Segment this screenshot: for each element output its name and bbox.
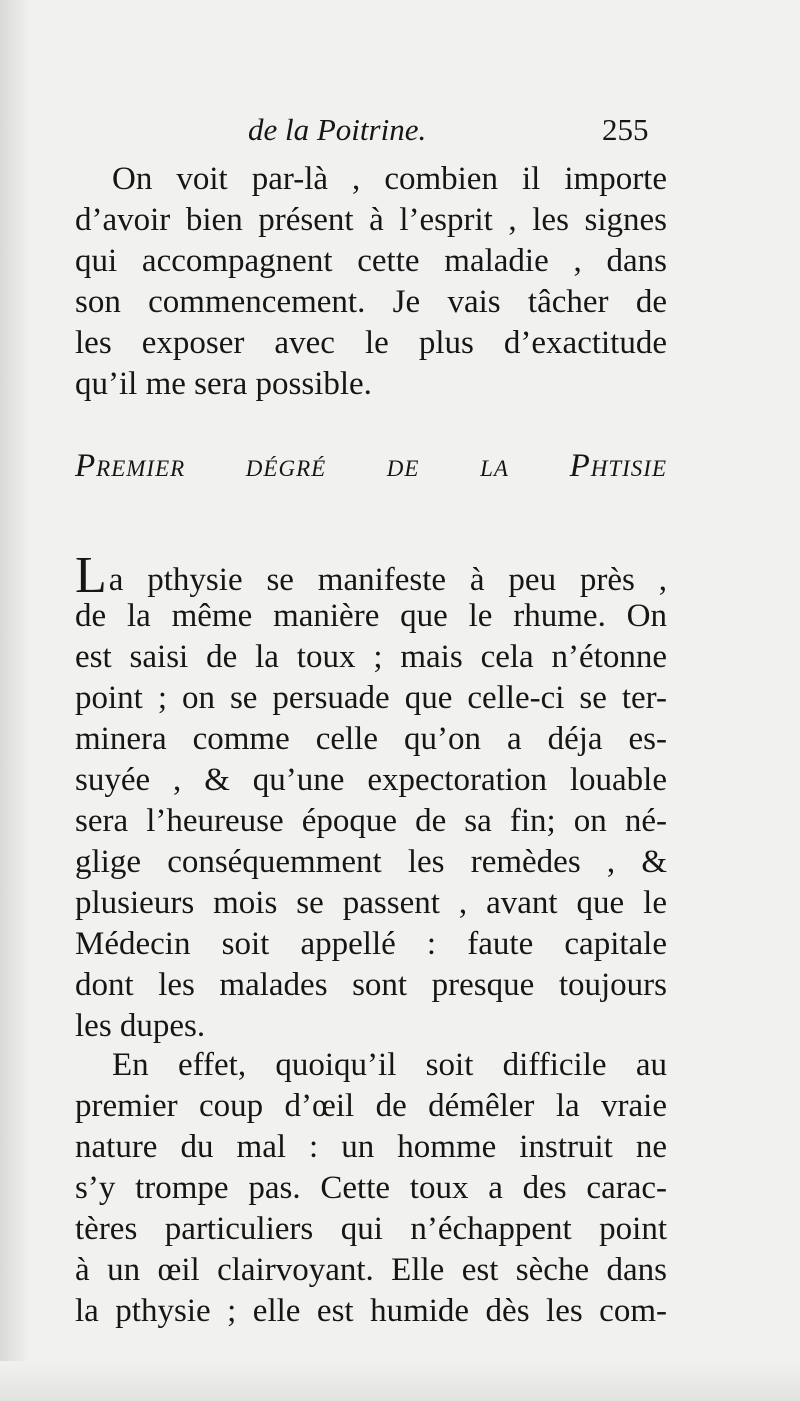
paragraph-1 (75, 547, 667, 1047)
text-line: la pthysie ; elle est humide dès les com- (75, 1293, 667, 1329)
text-line: son commencement. Je vais tâcher de (75, 284, 667, 320)
text-line: On voit par-là , combien il importe (112, 161, 667, 197)
first-line-rest: a pthysie se manifeste à peu près , (108, 562, 667, 598)
text-line: d’avoir bien présent à l’esprit , les signes (75, 202, 667, 238)
text-line: Médecin soit appellé : faute capitale (75, 926, 667, 962)
running-title: de la Poitrine. (248, 112, 427, 147)
text-line: les dupes. (75, 1008, 206, 1044)
intro-paragraph (75, 159, 667, 405)
text-line: En effet, quoiqu’il soit difficile au (112, 1047, 667, 1083)
section-heading: Premier dégré de la Phtisie (75, 448, 667, 484)
text-line: nature du mal : un homme instruit ne (75, 1129, 667, 1165)
text-line: les exposer avec le plus d’exactitude (75, 325, 667, 361)
text-line: plusieurs mois se passent , avant que le (75, 885, 667, 921)
text-line: minera comme celle qu’on a déja es- (75, 721, 667, 757)
text-line: s’y trompe pas. Cette toux a des carac- (75, 1170, 667, 1206)
text-line-first (75, 547, 667, 604)
text-line: qu’il me sera possible. (75, 366, 372, 402)
page-shadow-bottom (0, 1361, 800, 1401)
text-line: tères particuliers qui n’échappent point (75, 1211, 667, 1247)
text-line: point ; on se persuade que celle-ci se ter- (75, 680, 667, 716)
page-shadow-left (0, 0, 30, 1401)
text-line: dont les malades sont presque toujours (75, 967, 667, 1003)
paragraph-2 (75, 1045, 667, 1332)
text-line: suyée , & qu’une expectoration louable (75, 762, 667, 798)
text-line: qui accompagnent cette maladie , dans (75, 243, 667, 279)
page-number: 255 (602, 112, 649, 147)
text-line: de la même manière que le rhume. On (75, 598, 667, 634)
running-head (0, 112, 800, 152)
drop-cap: L (75, 547, 107, 604)
text-line: est saisi de la toux ; mais cela n’étonne (75, 639, 667, 675)
text-line: glige conséquemment les remèdes , & (75, 844, 667, 880)
text-line: sera l’heureuse époque de sa fin; on né- (75, 803, 667, 839)
text-line: à un œil clairvoyant. Elle est sèche dans (75, 1252, 667, 1288)
text-line: premier coup d’œil de démêler la vraie (75, 1088, 667, 1124)
